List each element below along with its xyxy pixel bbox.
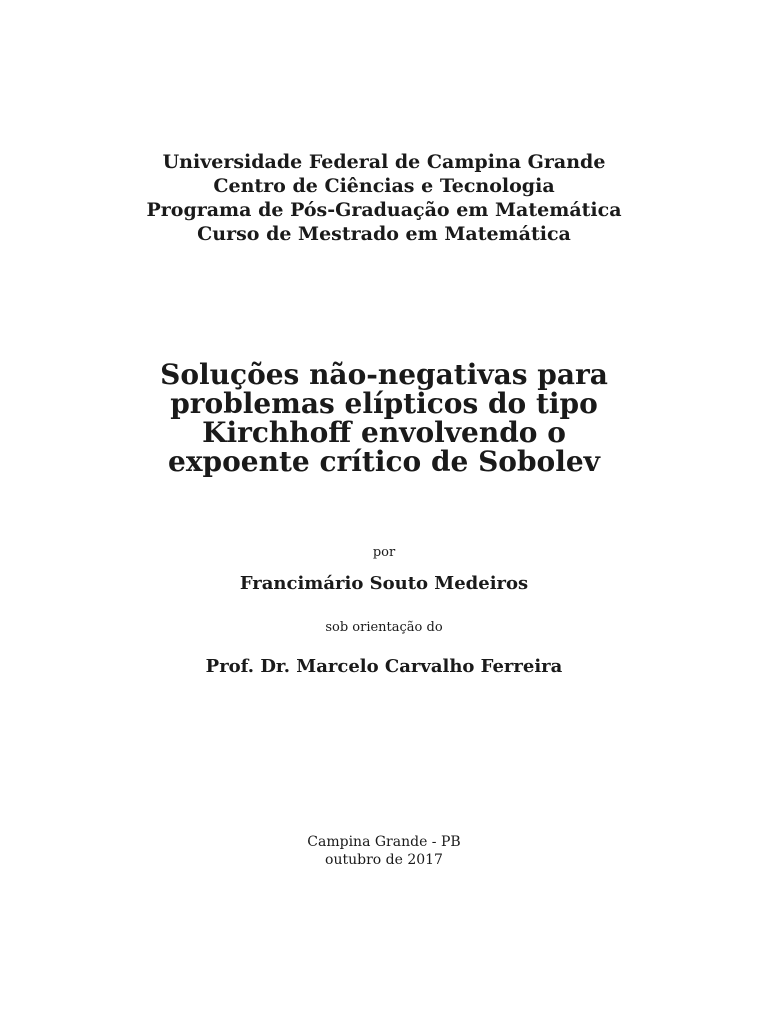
advisor-name: Prof. Dr. Marcelo Carvalho Ferreira bbox=[205, 656, 563, 677]
program-name: Programa de Pós-Graduação em Matemática bbox=[146, 199, 622, 221]
place-line: Campina Grande - PB bbox=[307, 834, 461, 850]
title-line-4: expoente crítico de Sobolev bbox=[168, 445, 600, 478]
title-line-2: problemas elípticos do tipo bbox=[170, 387, 598, 420]
footer-block bbox=[0, 833, 768, 869]
advisor-label: sob orientação do bbox=[325, 620, 443, 635]
institution-block bbox=[0, 150, 768, 246]
author-name: Francimário Souto Medeiros bbox=[239, 573, 529, 594]
by-label: por bbox=[372, 545, 396, 560]
university-name: Universidade Federal de Campina Grande bbox=[162, 151, 606, 173]
thesis-title bbox=[0, 360, 768, 476]
author-by-label bbox=[0, 545, 768, 561]
author-block bbox=[0, 573, 768, 595]
title-line-3: Kirchhoff envolvendo o bbox=[202, 416, 566, 449]
advisor-block bbox=[0, 656, 768, 678]
course-name: Curso de Mestrado em Matemática bbox=[197, 223, 571, 245]
date-line: outubro de 2017 bbox=[325, 852, 443, 868]
center-name: Centro de Ciências e Tecnologia bbox=[213, 175, 555, 197]
advisor-label-block bbox=[0, 620, 768, 636]
title-line-1: Soluções não-negativas para bbox=[160, 358, 608, 391]
